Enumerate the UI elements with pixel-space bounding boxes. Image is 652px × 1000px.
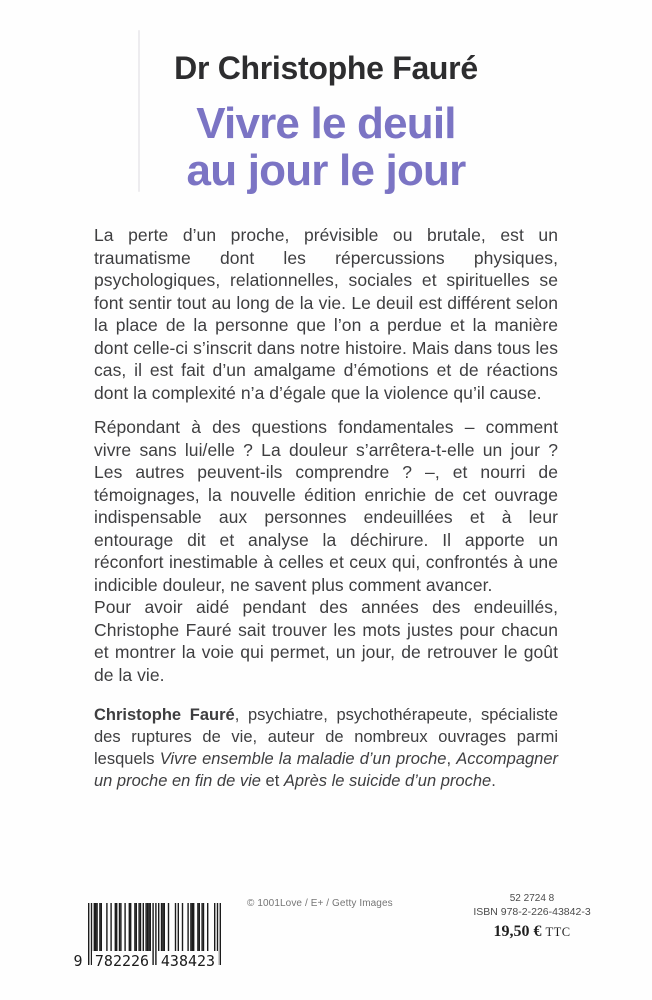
barcode-digit-first: 9 bbox=[73, 952, 83, 970]
bio-book-title-2: Accompagner un proche en fin de vie bbox=[94, 750, 559, 790]
bio-book-title-3: Après le suicide d’un proche bbox=[283, 772, 492, 790]
cover-text-column bbox=[94, 50, 558, 809]
author-name: Dr Christophe Fauré bbox=[174, 50, 478, 86]
price-value: 19,50 € bbox=[493, 923, 542, 940]
product-code: 52 2724 8 bbox=[509, 893, 555, 904]
bio-author-name: Christophe Fauré bbox=[94, 706, 235, 724]
publisher-info-block bbox=[438, 892, 626, 941]
bio-period: . bbox=[491, 772, 496, 790]
photo-credit: © 1001Love / E+ / Getty Images bbox=[247, 898, 393, 909]
barcode-digits-left: 782226 bbox=[92, 951, 152, 971]
blurb-paragraph-2: Répondant à des questions fondamentales – comment vivre sans lui/elle ? La douleur s’arrêtera-t-elle un jour ? Les autres peuvent-ils comprendre ? –, et nourri de témoignages, la nouvelle édition enrichie de cet ouvrage indispensable aux personnes endeuillées et à leur entourage dit et analyse la déchirure. Il apporte un réconfort inestimable à celles et ceux qui, confrontés à une indicible douleur, ne savent plus comment avancer. bbox=[94, 417, 558, 595]
back-cover-blurb bbox=[94, 224, 558, 686]
title-line-2: au jour le jour bbox=[186, 146, 466, 195]
author-bio bbox=[94, 704, 558, 792]
bio-separator-2: et bbox=[260, 772, 284, 790]
bio-text: , psychiatre, psychothérapeute, spécialiste des ruptures de vie, auteur de nombreux ouvrages parmi lesquels bbox=[94, 706, 558, 768]
blurb-paragraph-1: La perte d’un proche, prévisible ou brutale, est un traumatisme dont les répercussions physiques, psychologiques, relationnelles, sociales et spirituelles se font sentir tout au long de la vie. Le deuil est différent selon la place de la personne que l’on a perdue et la manière dont celle-ci s’inscrit dans notre histoire. Mais dans tous les cas, il est fait d’un amalgame d’émotions et de réactions dont la complexité n’a d’égale que la violence qu’il cause. bbox=[94, 225, 558, 403]
blurb-paragraph-3: Pour avoir aidé pendant des années des endeuillés, Christophe Fauré sait trouver les mots justes pour chacun et montrer la voie qui permet, un jour, de retrouver le goût de la vie. bbox=[94, 597, 558, 685]
price-line bbox=[438, 923, 626, 941]
title-line-1: Vivre le deuil bbox=[196, 99, 456, 148]
price-tax-suffix: TTC bbox=[545, 925, 571, 939]
bio-book-title-1: Vivre ensemble la maladie d’un proche bbox=[159, 750, 447, 768]
isbn-number: ISBN 978-2-226-43842-3 bbox=[473, 906, 591, 918]
barcode-digits-right: 438423 bbox=[158, 951, 218, 971]
bio-separator-1: , bbox=[446, 750, 457, 768]
book-title bbox=[94, 100, 558, 194]
